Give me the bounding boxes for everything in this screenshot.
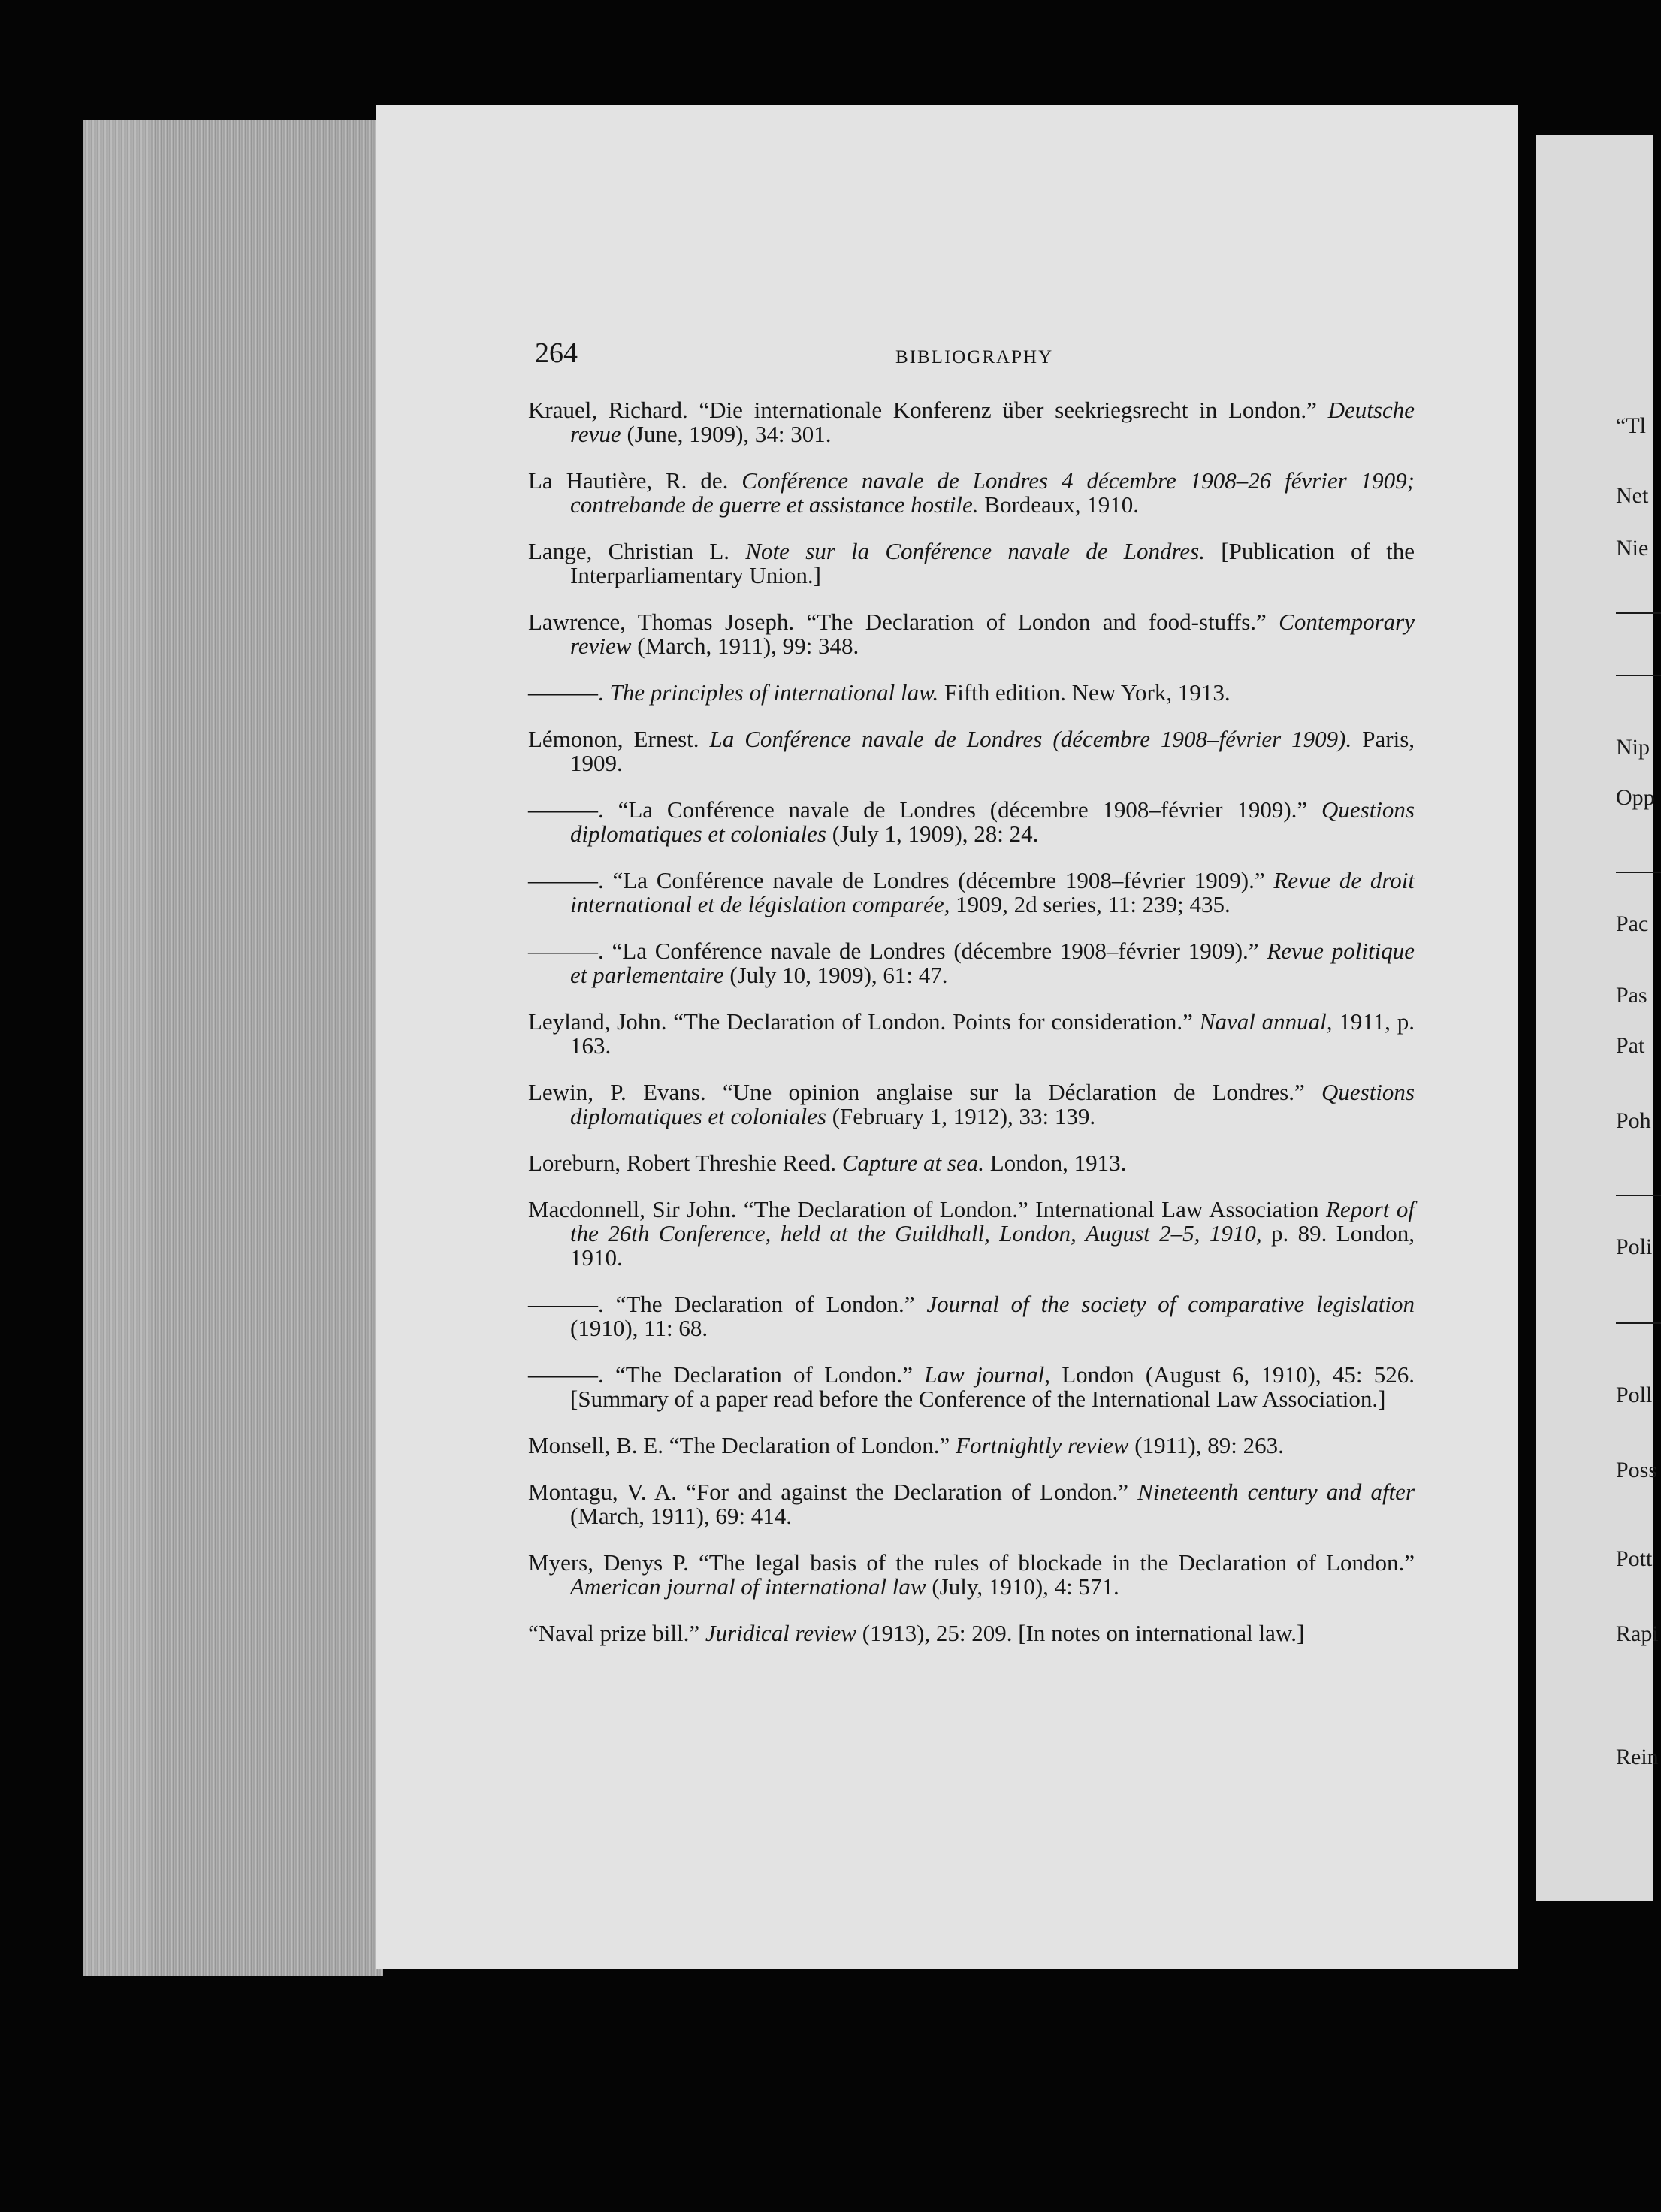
- bibliography-entry: ———. “La Conférence navale de Londres (décembre 1908–février 1909).” Revue politique et parlementaire (July 10, 1909), 61: 47.: [528, 938, 1415, 988]
- facing-page-dash: [1616, 612, 1661, 614]
- book-page-edges: [83, 120, 383, 1976]
- bibliography-entry: Lawrence, Thomas Joseph. “The Declaration of London and food-stuffs.” Contemporary review (March, 1911), 99: 348.: [528, 609, 1415, 659]
- bibliography-entry: Lémonon, Ernest. La Conférence navale de Londres (décembre 1908–février 1909). Paris, 1909.: [528, 726, 1415, 776]
- facing-page-fragment: Pott: [1616, 1546, 1653, 1571]
- facing-page-fragment: Pas: [1616, 983, 1647, 1008]
- facing-page-fragment: Rapi: [1616, 1621, 1659, 1646]
- bibliography-entry: Leyland, John. “The Declaration of London. Points for consideration.” Naval annual, 1911, p. 163.: [528, 1008, 1415, 1059]
- facing-page-fragment: Nie: [1616, 536, 1649, 561]
- running-head: BIBLIOGRAPHY: [895, 347, 1054, 367]
- bibliography-entry: La Hautière, R. de. Conférence navale de Londres 4 décembre 1908–26 février 1909; contrebande de guerre et assistance hostile. Bordeaux, 1910.: [528, 467, 1415, 518]
- bibliography-list: [528, 398, 1415, 1668]
- facing-page-dash: [1616, 675, 1661, 676]
- bibliography-entry: ———. The principles of international law. Fifth edition. New York, 1913.: [528, 679, 1231, 706]
- bibliography-entry: Loreburn, Robert Threshie Reed. Capture at sea. London, 1913.: [528, 1150, 1127, 1176]
- facing-page-fragment: Rein: [1616, 1745, 1659, 1769]
- facing-page-dash: [1616, 1195, 1661, 1196]
- bibliography-entry: ———. “The Declaration of London.” Journal of the society of comparative legislation (1910), 11: 68.: [528, 1291, 1415, 1341]
- bibliography-entry: ———. “La Conférence navale de Londres (décembre 1908–février 1909).” Revue de droit international et de législation comparée, 1909, 2d series, 11: 239; 435.: [528, 867, 1415, 917]
- facing-page-fragment: Poll: [1616, 1382, 1653, 1407]
- facing-page-fragment: Pat: [1616, 1033, 1645, 1058]
- facing-page-fragment: Poli: [1616, 1234, 1653, 1259]
- bibliography-entry: Lange, Christian L. Note sur la Conférence navale de Londres. [Publication of the Interparliamentary Union.]: [528, 538, 1415, 588]
- bibliography-entry: ———. “The Declaration of London.” Law journal, London (August 6, 1910), 45: 526. [Summary of a paper read before the Conference of the International Law Association.]: [528, 1361, 1415, 1412]
- facing-page-dash: [1616, 1322, 1661, 1324]
- page-number: 264: [535, 337, 578, 369]
- facing-page-fragment: Nip: [1616, 735, 1650, 760]
- bibliography-entry: Montagu, V. A. “For and against the Declaration of London.” Nineteenth century and after (March, 1911), 69: 414.: [528, 1479, 1415, 1529]
- facing-page-fragment: “Tl: [1616, 413, 1646, 438]
- facing-page: [1536, 135, 1659, 1901]
- bibliography-entry: Lewin, P. Evans. “Une opinion anglaise sur la Déclaration de Londres.” Questions diplomatiques et coloniales (February 1, 1912), 33: 139.: [528, 1079, 1415, 1129]
- bibliography-entry: ———. “La Conférence navale de Londres (décembre 1908–février 1909).” Questions diplomatiques et coloniales (July 1, 1909), 28: 24.: [528, 796, 1415, 847]
- bibliography-entry: Monsell, B. E. “The Declaration of London.” Fortnightly review (1911), 89: 263.: [528, 1432, 1284, 1458]
- bibliography-entry: Macdonnell, Sir John. “The Declaration of London.” International Law Association Report of the 26th Conference, held at the Guildhall, London, August 2–5, 1910, p. 89. London, 1910.: [528, 1196, 1415, 1271]
- facing-page-fragment: Poh: [1616, 1108, 1651, 1133]
- facing-page-fragment: Pac: [1616, 911, 1649, 936]
- bibliography-entry: “Naval prize bill.” Juridical review (1913), 25: 209. [In notes on international law.]: [528, 1620, 1305, 1646]
- facing-page-fragment: Net: [1616, 483, 1649, 508]
- facing-page-fragment: Poss: [1616, 1458, 1658, 1482]
- bibliography-entry: Krauel, Richard. “Die internationale Konferenz über seekriegsrecht in London.” Deutsche revue (June, 1909), 34: 301.: [528, 397, 1415, 447]
- bibliography-entry: Myers, Denys P. “The legal basis of the rules of blockade in the Declaration of London.” American journal of international law (July, 1910), 4: 571.: [528, 1549, 1415, 1600]
- facing-page-dash: [1616, 872, 1661, 873]
- facing-page-fragment: Opp: [1616, 785, 1655, 810]
